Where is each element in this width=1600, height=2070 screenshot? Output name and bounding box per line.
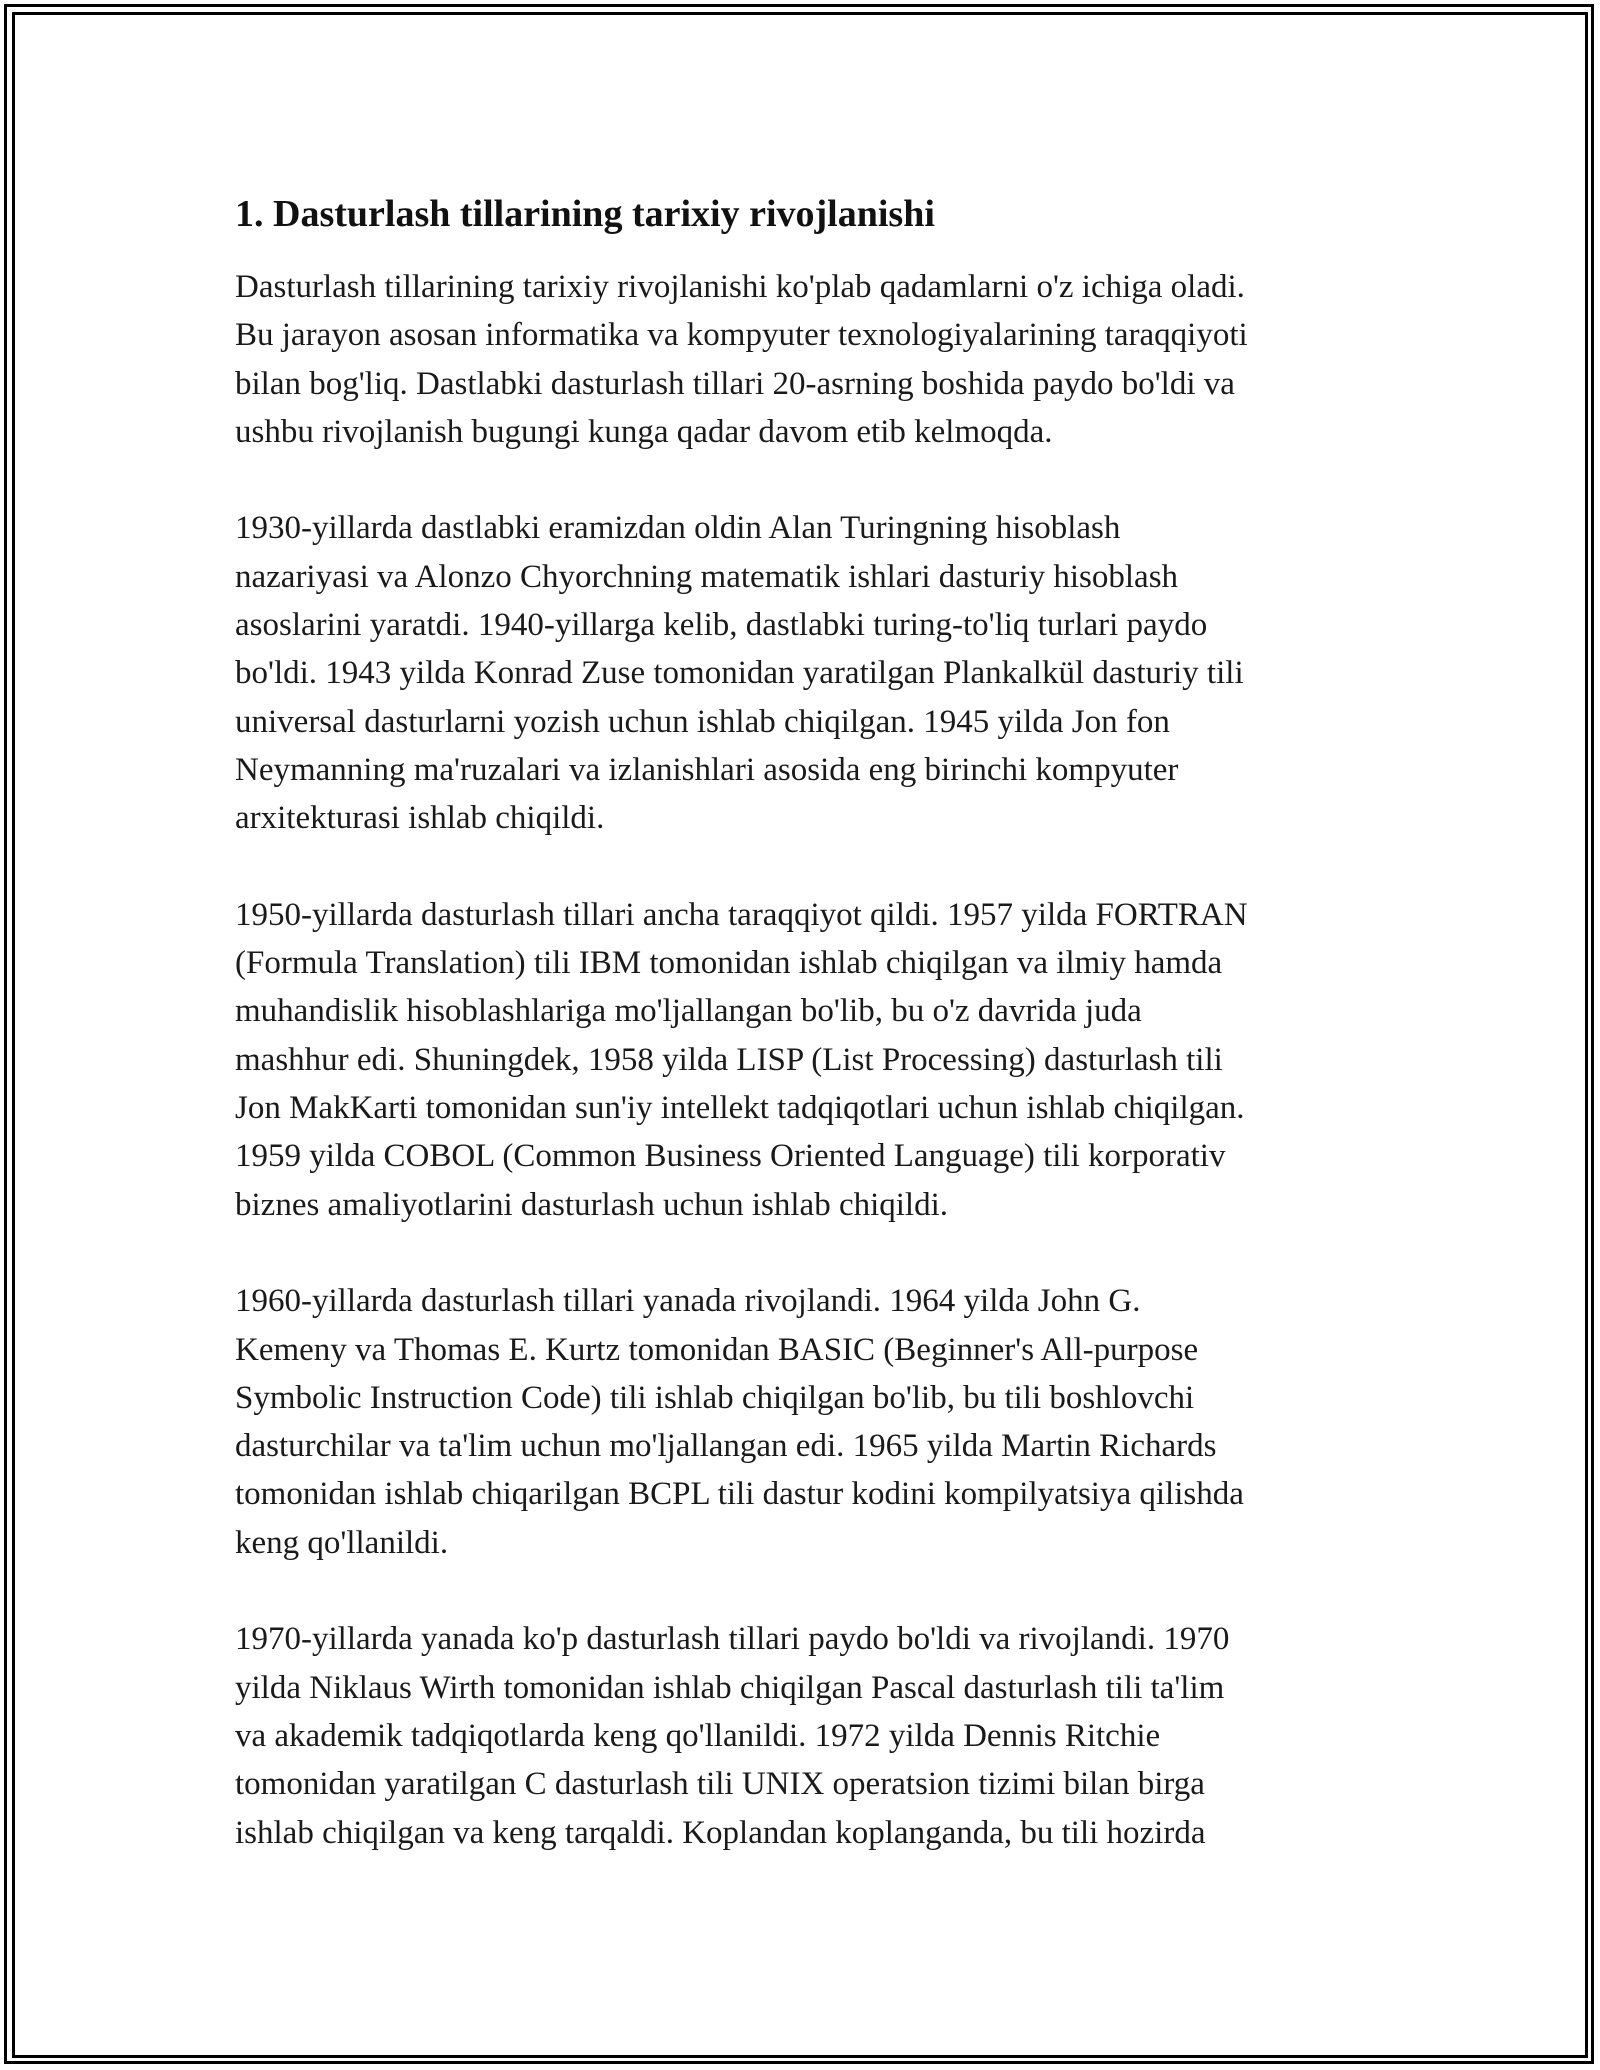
paragraph-1960s: 1960-yillarda dasturlash tillari yanada rivojlandi. 1964 yilda John G. Kemeny va Thomas E. Kurtz tomonidan BASIC (Beginner's All-purpose Symbolic Instruction Code) tili ishlab chiqilgan bo'lib, bu tili boshlovchi dasturchilar va ta'lim uchun mo'ljallangan edi. 1965 yilda Martin Richards tomonidan ishlab chiqarilgan BCPL tili dastur kodini kompilyatsiya qilishda keng qo'llanildi. [235, 1283, 1244, 1561]
paragraph-1970s: 1970-yillarda yanada ko'p dasturlash tillari paydo bo'ldi va rivojlandi. 1970 yilda Niklaus Wirth tomonidan ishlab chiqilgan Pascal dasturlash tili ta'lim va akademik tadqiqotlarda keng qo'llanildi. 1972 yilda Dennis Ritchie tomonidan yaratilgan C dasturlash tili UNIX operatsion tizimi bilan birga ishlab chiqilgan va keng tarqaldi. Koplandan koplanganda, bu tili hozirda [235, 1621, 1230, 1851]
document-body [235, 185, 1375, 1905]
paragraph-1930s: 1930-yillarda dastlabki eramizdan oldin Alan Turingning hisoblash nazariyasi va Alonzo Chyorchning matematik ishlari dasturiy hisoblash asoslarini yaratdi. 1940-yillarga kelib, dastlabki turing-to'liq turlari paydo bo'ldi. 1943 yilda Konrad Zuse tomonidan yaratilgan Plankalkül dasturiy tili universal dasturlarni yozish uchun ishlab chiqilgan. 1945 yilda Jon fon Neymanning ma'ruzalari va izlanishlari asosida eng birinchi kompyuter arxitekturasi ishlab chiqildi. [235, 510, 1244, 837]
paragraph-intro: Dasturlash tillarining tarixiy rivojlanishi ko'plab qadamlarni o'z ichiga oladi. Bu jarayon asosan informatika va kompyuter texnologiyalarining taraqqiyoti bilan bog'liq. Dastlabki dasturlash tillari 20-asrning boshida paydo bo'ldi va ushbu rivojlanish bugungi kunga qadar davom etib kelmoqda. [235, 269, 1248, 450]
section-heading: 1. Dasturlash tillarining tarixiy rivojlanishi [235, 193, 935, 235]
paragraph-1950s: 1950-yillarda dasturlash tillari ancha taraqqiyot qildi. 1957 yilda FORTRAN (Formula Translation) tili IBM tomonidan ishlab chiqilgan va ilmiy hamda muhandislik hisoblashlariga mo'ljallangan bo'lib, bu o'z davrida juda mashhur edi. Shuningdek, 1958 yilda LISP (List Processing) dasturlash tili Jon MakKarti tomonidan sun'iy intellekt tadqiqotlari uchun ishlab chiqilgan. 1959 yilda COBOL (Common Business Oriented Language) tili korporativ biznes amaliyotlarini dasturlash uchun ishlab chiqildi. [235, 896, 1248, 1223]
